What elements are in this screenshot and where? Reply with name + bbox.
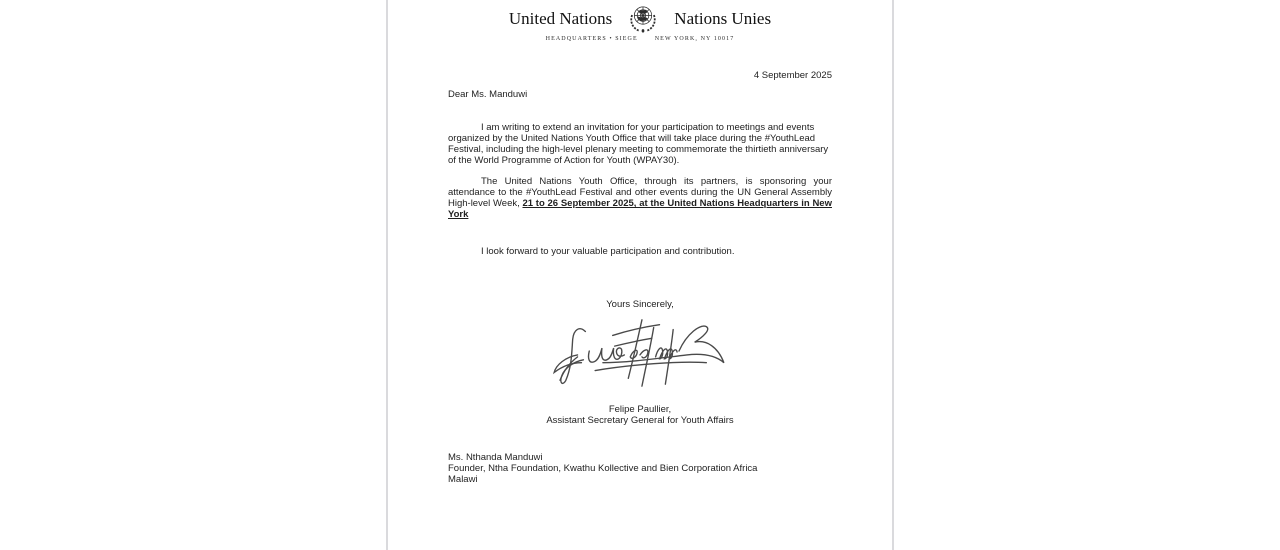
paragraph-invitation: I am writing to extend an invitation for your participation to meetings and events organized by the United Nations Youth Office that will take place during the #YouthLead Festival, including the high-level plenary meeting to commemorate the thirtieth anniversary of the World Programme of Action for Youth (WPAY30).	[448, 122, 829, 166]
paragraph-sponsorship	[448, 176, 832, 220]
letter-content	[388, 4, 892, 485]
signer-block	[448, 404, 832, 426]
letterhead	[448, 4, 832, 33]
signer-name: Felipe Paullier,	[608, 404, 672, 415]
paragraph-sponsorship-text: The United Nations Youth Office, through its partners, is sponsoring your attendance to the #YouthLead Festival and other events during the UN General Assembly High-level Week,	[448, 176, 832, 209]
felipe-paullier-signature	[551, 312, 729, 392]
salutation: Dear Ms. Manduwi	[448, 89, 528, 100]
signer-title: Assistant Secretary General for Youth Affairs	[546, 415, 734, 426]
letterhead-subtitle-left: HEADQUARTERS • SIEGE	[545, 36, 638, 42]
signature-block	[448, 312, 832, 392]
recipient-title: Founder, Ntha Foundation, Kwathu Kollective and Bien Corporation Africa	[448, 463, 758, 474]
recipient-country: Malawi	[448, 474, 478, 485]
letterhead-subtitle-right: NEW YORK, NY 10017	[654, 36, 735, 42]
recipient-block	[448, 452, 832, 485]
letter-page	[386, 0, 894, 550]
paragraph-lookforward: I look forward to your valuable participation and contribution.	[481, 246, 735, 257]
letterhead-title-en: United Nations	[508, 8, 613, 28]
un-emblem-icon	[626, 4, 660, 33]
letterhead-subtitle	[448, 36, 832, 42]
letterhead-title-fr: Nations Unies	[674, 8, 772, 28]
recipient-name: Ms. Nthanda Manduwi	[448, 452, 543, 463]
paragraph-sponsorship-dates: 21 to 26 September 2025, at the United Nations Headquarters in New York	[448, 198, 832, 220]
letter-date: 4 September 2025	[753, 70, 832, 81]
closing-line: Yours Sincerely,	[606, 299, 674, 310]
